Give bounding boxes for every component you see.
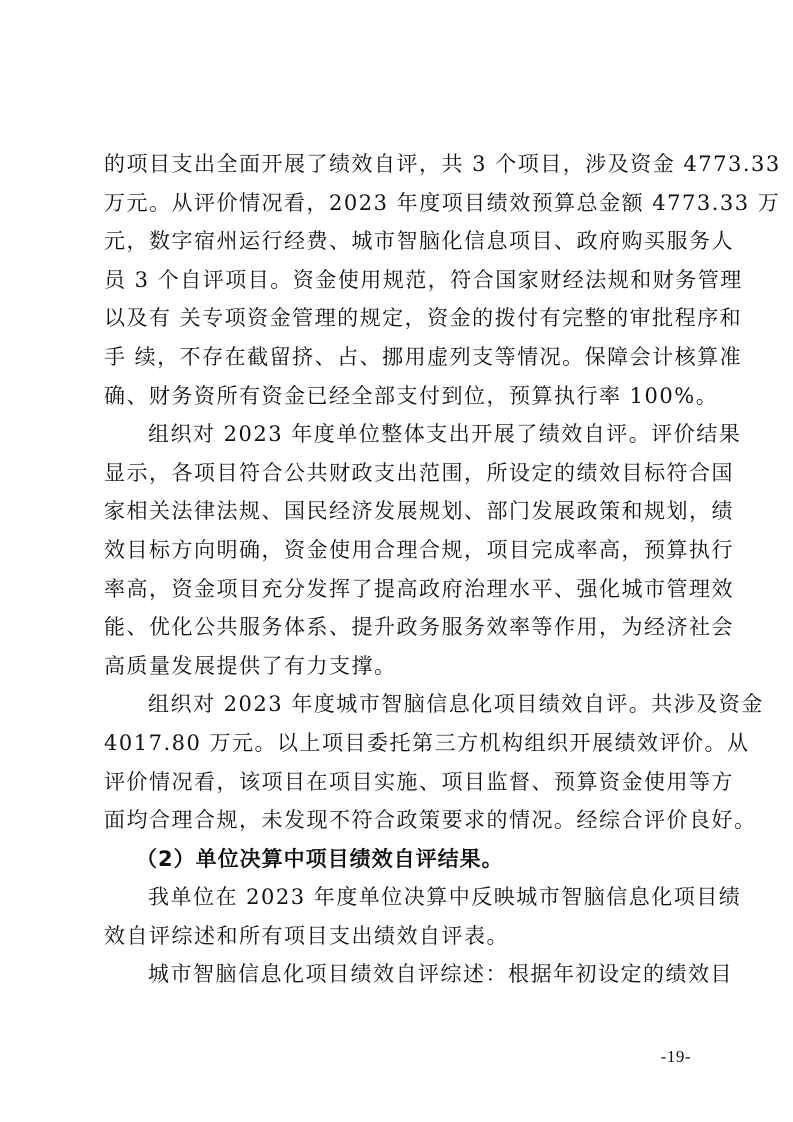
paragraph-line: 组织对 2023 年度城市智脑信息化项目绩效自评。共涉及资金 [148,692,764,717]
paragraph-line: 员 3 个自评项目。资金使用规范，符合国家财经法规和财务管理 [104,267,743,292]
paragraph-line: 效目标方向明确，资金使用合理合规，项目完成率高，预算执行 [104,537,734,562]
paragraph-line: 4017.80 万元。以上项目委托第三方机构组织开展绩效评价。从 [104,730,750,755]
paragraph-line: 确、财务资所有资金已经全部支付到位，预算执行率 100%。 [104,383,719,408]
paragraph-line: 面均合理合规，未发现不符合政策要求的情况。经综合评价良好。 [104,808,757,833]
paragraph-line: 能、优化公共服务体系、提升政务服务效率等作用，为经济社会 [104,615,734,640]
paragraph-line: 显示，各项目符合公共财政支出范围，所设定的绩效目标符合国 [104,460,734,485]
body-text [104,145,781,994]
paragraph-line: 评价情况看，该项目在项目实施、项目监督、预算资金使用等方 [104,769,734,794]
paragraph-line: 的项目支出全面开展了绩效自评，共 3 个项目，涉及资金 4773.33 [104,152,781,176]
paragraph-line: 元，数字宿州运行经费、城市智脑化信息项目、政府购买服务人 [104,229,734,254]
paragraph-line: 效自评综述和所有项目支出绩效自评表。 [104,923,509,948]
paragraph-line: 我单位在 2023 年度单位决算中反映城市智脑信息化项目绩 [148,885,742,910]
page-number: -19- [660,1047,691,1066]
paragraph-line: 组织对 2023 年度单位整体支出开展了绩效自评。评价结果 [148,422,742,447]
paragraph-line: 城市智脑信息化项目绩效自评综述：根据年初设定的绩效目 [148,962,733,987]
paragraph-line: 率高，资金项目充分发挥了提高政府治理水平、强化城市管理效 [104,576,734,601]
paragraph-line: 手 续，不存在截留挤、占、挪用虚列支等情况。保障会计核算准 [104,344,743,369]
section-heading: （2）单位决算中项目绩效自评结果。 [136,846,504,871]
paragraph-line: 以及有 关专项资金管理的规定，资金的拨付有完整的审批程序和 [104,306,743,331]
paragraph-line: 高质量发展提供了有力支撑。 [104,653,397,678]
paragraph-line: 万元。从评价情况看，2023 年度项目绩效预算总金额 4773.33 万 [104,190,781,215]
paragraph-line: 家相关法律法规、国民经济发展规划、部门发展政策和规划，绩 [104,499,734,524]
